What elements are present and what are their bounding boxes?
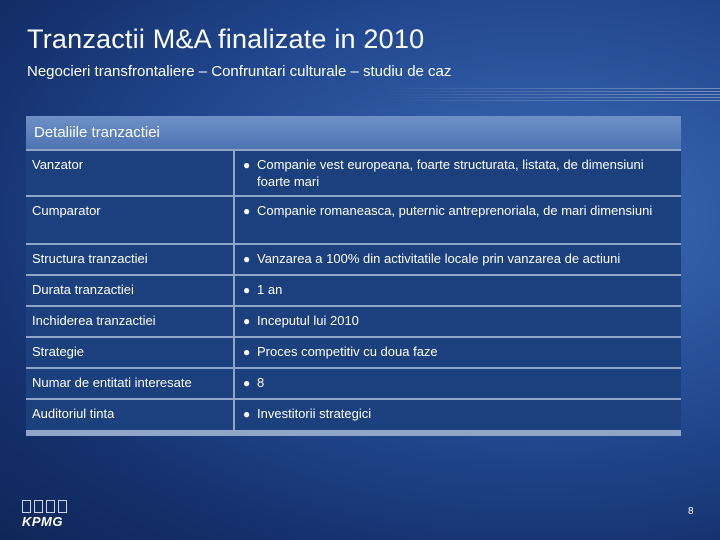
row-label: Vanzator xyxy=(26,151,233,195)
bullet-icon: ● xyxy=(243,204,251,218)
logo-bars-icon xyxy=(22,500,82,513)
row-value xyxy=(235,151,681,195)
table-row xyxy=(26,276,681,305)
row-value xyxy=(235,338,681,367)
row-label: Structura tranzactiei xyxy=(26,245,233,274)
row-value xyxy=(235,276,681,305)
bullet-icon: ● xyxy=(243,314,251,328)
row-label: Inchiderea tranzactiei xyxy=(26,307,233,336)
row-value xyxy=(235,245,681,274)
row-value-text: Investitorii strategici xyxy=(257,406,372,421)
bullet-icon: ● xyxy=(243,283,251,297)
row-value-text: Companie vest europeana, foarte structurata, listata, de dimensiuni foarte mari xyxy=(257,157,644,189)
row-label: Cumparator xyxy=(26,197,233,243)
bullet-icon: ● xyxy=(243,252,251,266)
row-label: Durata tranzactiei xyxy=(26,276,233,305)
row-value-text: 8 xyxy=(257,375,265,390)
page-number: 8 xyxy=(688,506,694,517)
row-value-text: Vanzarea a 100% din activitatile locale prin vanzarea de actiuni xyxy=(257,251,621,266)
transaction-details-table xyxy=(26,116,681,436)
slide-title: Tranzactii M&A finalizate in 2010 xyxy=(27,24,425,54)
table-row xyxy=(26,338,681,367)
row-value-text: Proces competitiv cu doua faze xyxy=(257,344,438,359)
table-header: Detaliile tranzactiei xyxy=(26,116,681,149)
table-body xyxy=(26,149,681,430)
row-label: Auditoriul tinta xyxy=(26,400,233,430)
row-value xyxy=(235,400,681,430)
bullet-icon: ● xyxy=(243,158,251,172)
bullet-icon: ● xyxy=(243,407,251,421)
slide-subtitle: Negocieri transfrontaliere – Confruntari culturale – studiu de caz xyxy=(27,63,452,80)
row-value-text: 1 an xyxy=(257,282,283,297)
bullet-icon: ● xyxy=(243,345,251,359)
table-row xyxy=(26,400,681,430)
kpmg-logo xyxy=(22,500,82,530)
row-value xyxy=(235,307,681,336)
table-row xyxy=(26,245,681,274)
table-row xyxy=(26,307,681,336)
row-value-text: Inceputul lui 2010 xyxy=(257,313,359,328)
table-row xyxy=(26,369,681,398)
row-label: Strategie xyxy=(26,338,233,367)
row-value xyxy=(235,369,681,398)
table-row xyxy=(26,151,681,195)
row-value xyxy=(235,197,681,243)
bullet-icon: ● xyxy=(243,376,251,390)
table-row xyxy=(26,197,681,243)
row-value-text: Companie romaneasca, puternic antreprenoriala, de mari dimensiuni xyxy=(257,203,653,218)
footer-fine-print xyxy=(200,514,580,524)
row-label: Numar de entitati interesate xyxy=(26,369,233,398)
logo-text: KPMG xyxy=(22,514,63,529)
decorative-lines xyxy=(380,88,720,102)
